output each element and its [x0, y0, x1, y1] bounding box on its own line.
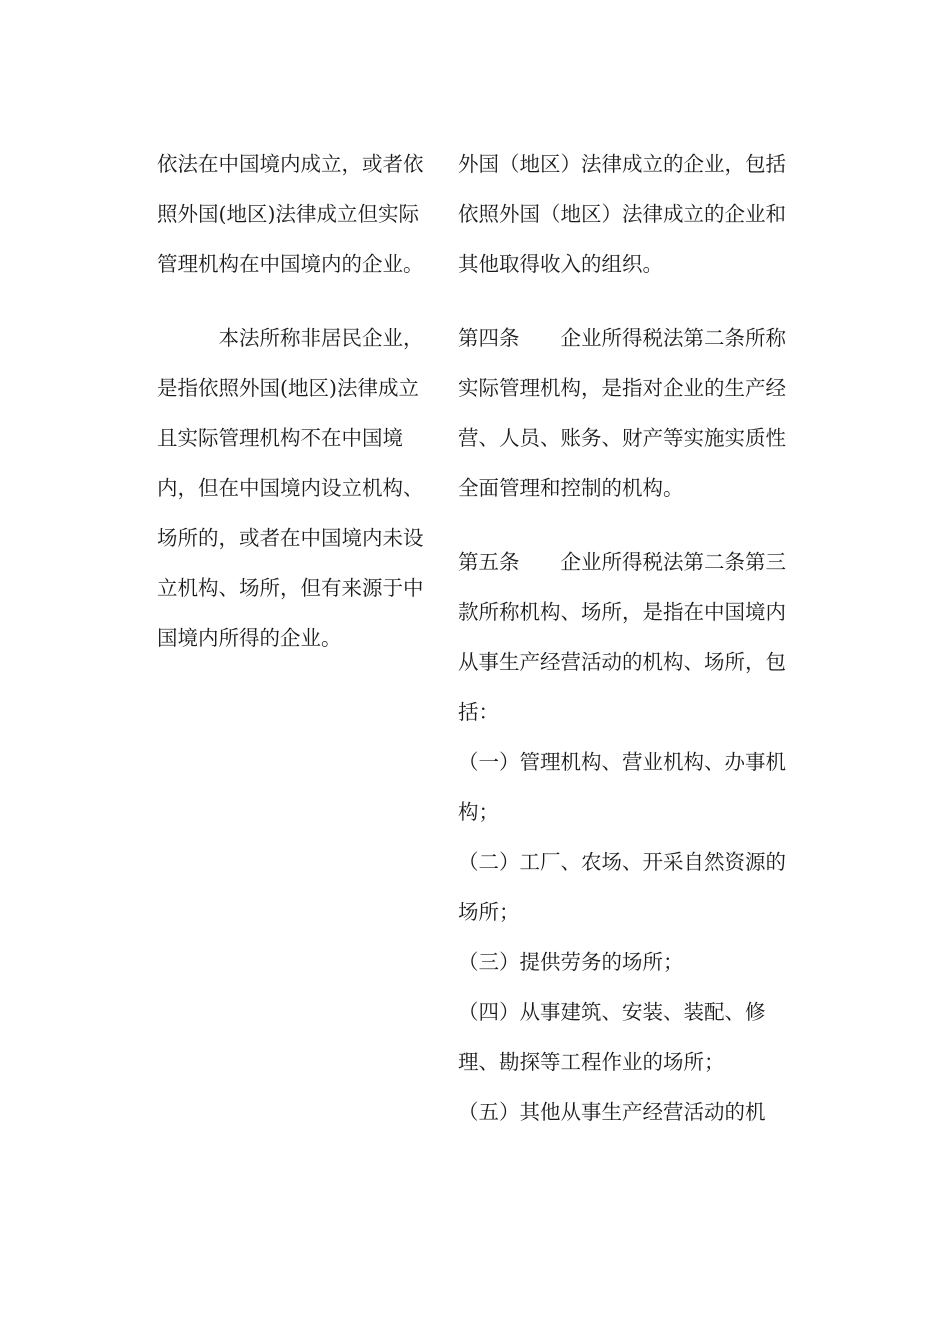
article-5: 第五条 企业所得税法第二条第三款所称机构、场所，是指在中国境内从事生产经营活动的机构、场所，包括：	[458, 550, 786, 724]
nonresident-enterprise-definition: 本法所称非居民企业，是指依照外国(地区)法律成立且实际管理机构不在中国境内，但在中国境内设立机构、场所的，或者在中国境内未设立机构、场所，但有来源于中国境内所得的企业。	[157, 326, 424, 650]
resident-enterprise-definition: 依法在中国境内成立，或者依照外国(地区)法律成立但实际管理机构在中国境内的企业。	[157, 152, 424, 276]
article-4: 第四条 企业所得税法第二条所称实际管理机构，是指对企业的生产经营、人员、账务、财产等实施实质性全面管理和控制的机构。	[458, 326, 786, 500]
list-item: （五）其他从事生产经营活动的机	[458, 1100, 766, 1124]
list-item: （三）提供劳务的场所；	[458, 950, 684, 974]
right-column	[458, 139, 798, 1137]
left-column	[157, 139, 427, 663]
list-item: （二）工厂、农场、开采自然资源的场所；	[458, 850, 786, 924]
foreign-enterprise-paragraph: 外国（地区）法律成立的企业，包括依照外国（地区）法律成立的企业和其他取得收入的组织。	[458, 152, 786, 276]
list-item: （一）管理机构、营业机构、办事机构；	[458, 750, 786, 824]
list-item: （四）从事建筑、安装、装配、修理、勘探等工程作业的场所；	[458, 1000, 766, 1074]
